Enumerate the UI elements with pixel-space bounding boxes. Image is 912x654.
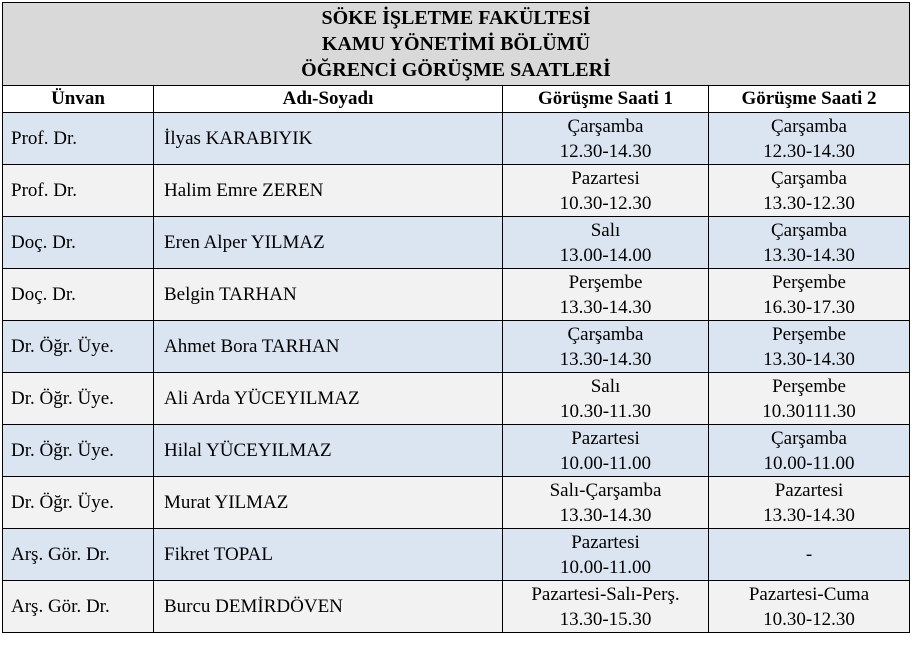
academic-title: Doç. Dr. [3, 269, 154, 321]
table-row [3, 581, 910, 633]
meeting-slot-2 [709, 477, 910, 529]
person-name: Hilal YÜCEYILMAZ [154, 425, 503, 477]
slot-1-time: 10.30-12.30 [559, 192, 652, 214]
meeting-slot-1 [503, 425, 709, 477]
slot-1-day: Salı-Çarşamba [549, 479, 662, 501]
slot-1-time: 10.30-11.30 [559, 400, 652, 422]
academic-title: Arş. Gör. Dr. [3, 529, 154, 581]
slot-1-day: Çarşamba [567, 323, 644, 345]
slot-2-day: Çarşamba [771, 219, 847, 241]
meeting-slot-1 [503, 269, 709, 321]
meeting-slot-2 [709, 269, 910, 321]
table-row [3, 425, 910, 477]
meeting-slot-2 [709, 581, 910, 633]
meeting-slot-1 [503, 217, 709, 269]
slot-2-time: 13.30-14.30 [763, 244, 855, 266]
slot-1-day: Çarşamba [567, 115, 644, 137]
academic-title: Dr. Öğr. Üye. [3, 425, 154, 477]
person-name: Burcu DEMİRDÖVEN [154, 581, 503, 633]
meeting-slot-2 [709, 113, 910, 165]
slot-2-time: 12.30-14.30 [763, 140, 855, 162]
table-row [3, 269, 910, 321]
meeting-slot-1 [503, 321, 709, 373]
academic-title: Arş. Gör. Dr. [3, 581, 154, 633]
academic-title: Dr. Öğr. Üye. [3, 373, 154, 425]
meeting-slot-2 [709, 529, 910, 581]
person-name: Belgin TARHAN [154, 269, 503, 321]
meeting-slot-1 [503, 529, 709, 581]
slot-2-day: Çarşamba [771, 427, 847, 449]
slot-1-time: 12.30-14.30 [559, 140, 652, 162]
academic-title: Prof. Dr. [3, 113, 154, 165]
slot-1-time: 13.00-14.00 [559, 244, 652, 266]
academic-title: Dr. Öğr. Üye. [3, 321, 154, 373]
person-name: Murat YILMAZ [154, 477, 503, 529]
schedule-title: ÖĞRENCİ GÖRÜŞME SAATLERİ [301, 59, 611, 81]
slot-2-day: - [805, 544, 813, 565]
person-name: Ali Arda YÜCEYILMAZ [154, 373, 503, 425]
slot-1-day: Pazartesi [571, 427, 640, 449]
table-row [3, 529, 910, 581]
meeting-slot-2 [709, 373, 910, 425]
slot-2-time: 10.00-11.00 [763, 452, 855, 474]
column-header-slot-1: Görüşme Saati 1 [503, 86, 709, 113]
slot-1-time: 13.30-14.30 [559, 504, 652, 526]
table-row [3, 373, 910, 425]
column-header-title: Ünvan [3, 86, 154, 113]
academic-title: Doç. Dr. [3, 217, 154, 269]
slot-2-day: Perşembe [772, 375, 846, 397]
slot-1-time: 13.30-15.30 [559, 608, 652, 630]
slot-2-time: 16.30-17.30 [763, 296, 855, 318]
column-header-slot-2: Görüşme Saati 2 [709, 86, 910, 113]
department-name: KAMU YÖNETİMİ BÖLÜMÜ [321, 33, 591, 55]
academic-title: Prof. Dr. [3, 165, 154, 217]
slot-1-time: 10.00-11.00 [559, 556, 652, 578]
slot-1-day: Salı [590, 219, 621, 241]
table-row [3, 165, 910, 217]
slot-2-day: Perşembe [772, 271, 846, 293]
meeting-slot-1 [503, 113, 709, 165]
slot-2-day: Pazartesi-Cuma [748, 583, 870, 605]
slot-1-time: 13.30-14.30 [559, 348, 652, 370]
slot-1-time: 13.30-14.30 [559, 296, 652, 318]
slot-2-time: 13.30-14.30 [763, 504, 855, 526]
slot-2-time: 13.30-14.30 [763, 348, 855, 370]
office-hours-table [2, 2, 910, 633]
slot-2-day: Perşembe [772, 323, 846, 345]
table-row [3, 477, 910, 529]
person-name: Ahmet Bora TARHAN [154, 321, 503, 373]
slot-2-day: Pazartesi [774, 479, 844, 501]
person-name: Eren Alper YILMAZ [154, 217, 503, 269]
slot-1-day: Pazartesi-Salı-Perş. [531, 583, 680, 605]
academic-title: Dr. Öğr. Üye. [3, 477, 154, 529]
meeting-slot-1 [503, 581, 709, 633]
slot-1-day: Pazartesi [571, 167, 640, 189]
faculty-name: SÖKE İŞLETME FAKÜLTESİ [321, 7, 591, 29]
person-name: İlyas KARABIYIK [154, 113, 503, 165]
slot-2-time: 10.30-12.30 [763, 608, 855, 630]
table-row [3, 113, 910, 165]
slot-1-day: Perşembe [568, 271, 643, 293]
meeting-slot-1 [503, 165, 709, 217]
column-headers [3, 86, 910, 113]
table-row [3, 217, 910, 269]
meeting-slot-2 [709, 425, 910, 477]
slot-1-day: Pazartesi [571, 531, 640, 553]
meeting-slot-2 [709, 217, 910, 269]
slot-1-day: Salı [590, 375, 621, 397]
meeting-slot-1 [503, 373, 709, 425]
table-row [3, 321, 910, 373]
slot-2-day: Çarşamba [771, 167, 847, 189]
slot-2-time: 10.30111.30 [762, 400, 856, 422]
slot-2-day: Çarşamba [771, 115, 847, 137]
meeting-slot-1 [503, 477, 709, 529]
slot-1-time: 10.00-11.00 [559, 452, 652, 474]
meeting-slot-2 [709, 165, 910, 217]
person-name: Halim Emre ZEREN [154, 165, 503, 217]
meeting-slot-2 [709, 321, 910, 373]
column-header-name: Adı-Soyadı [154, 86, 503, 113]
slot-2-time: 13.30-12.30 [763, 192, 855, 214]
person-name: Fikret TOPAL [154, 529, 503, 581]
table-title [3, 3, 910, 86]
